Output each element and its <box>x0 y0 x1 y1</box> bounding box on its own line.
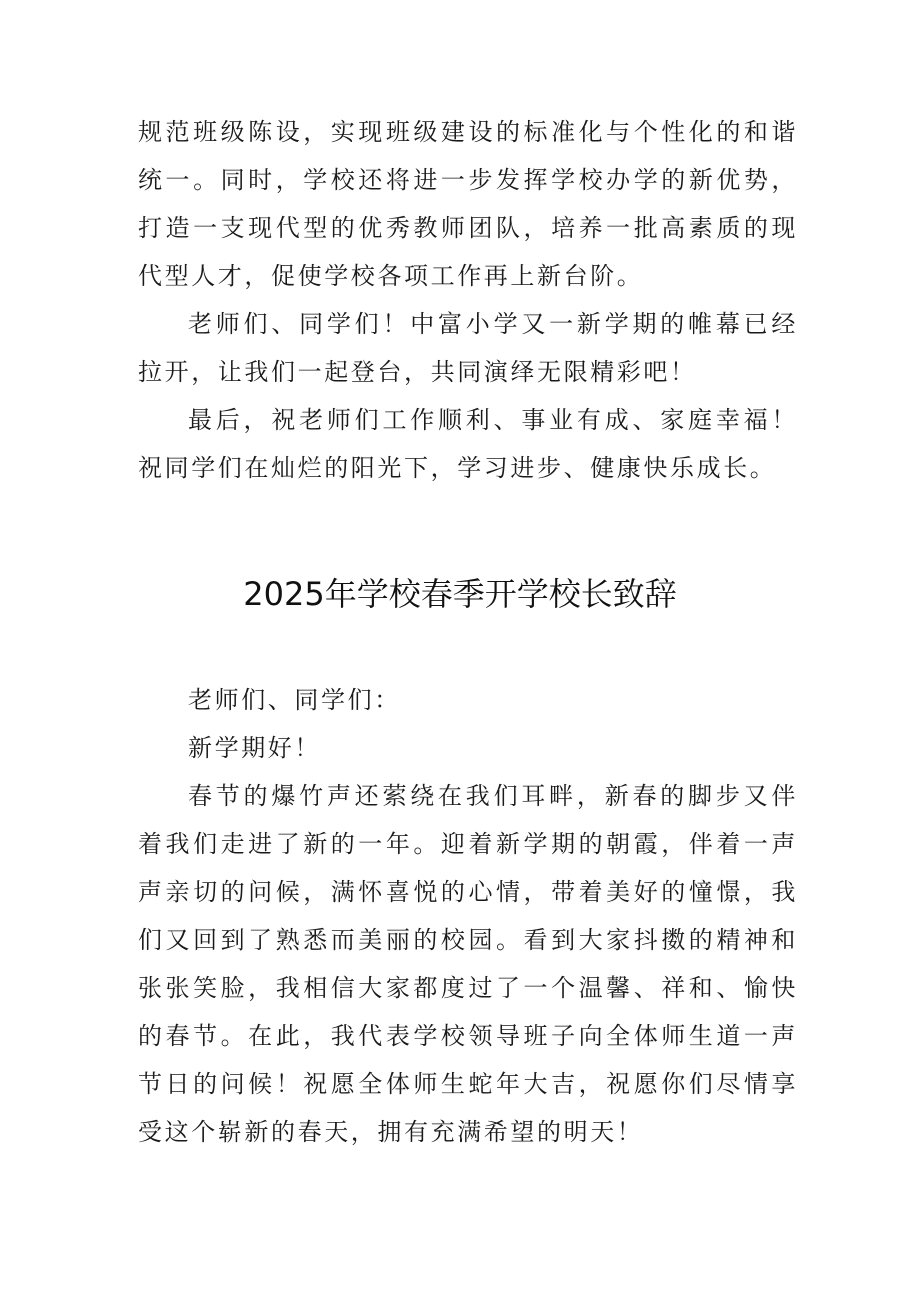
salutation: 老师们、同学们： <box>188 686 401 714</box>
greeting: 新学期好！ <box>188 734 321 762</box>
paragraph: 春节的爆竹声还萦绕在我们耳畔，新春的脚步又伴着我们走进了新的一年。迎着新学期的朝霞，伴着一声声亲切的问候，满怀喜悦的心情，带着美好的憧憬，我们又回到了熟悉而美丽的校园。看到大家抖擞的精神和张张笑脸，我相信大家都度过了一个温馨、祥和、愉快的春节。在此，我代表学校领导班子向全体师生道一声节日的问候！祝愿全体师生蛇年大吉，祝愿你们尽情享受这个崭新的春天，拥有充满希望的明天！ <box>138 782 798 1146</box>
previous-speech-ending <box>138 108 798 492</box>
paragraph: 老师们、同学们！中富小学又一新学期的帷幕已经拉开，让我们一起登台，共同演绎无限精彩吧！ <box>138 310 798 386</box>
paragraph: 规范班级陈设，实现班级建设的标准化与个性化的和谐统一。同时，学校还将进一步发挥学校办学的新优势，打造一支现代型的优秀教师团队，培养一批高素质的现代型人才，促使学校各项工作再上新台阶。 <box>138 118 798 290</box>
speech-title: 2025年学校春季开学校长致辞 <box>243 575 677 613</box>
paragraph: 最后，祝老师们工作顺利、事业有成、家庭幸福！祝同学们在灿烂的阳光下，学习进步、健康快乐成长。 <box>138 406 798 482</box>
speech-body <box>138 676 798 1156</box>
